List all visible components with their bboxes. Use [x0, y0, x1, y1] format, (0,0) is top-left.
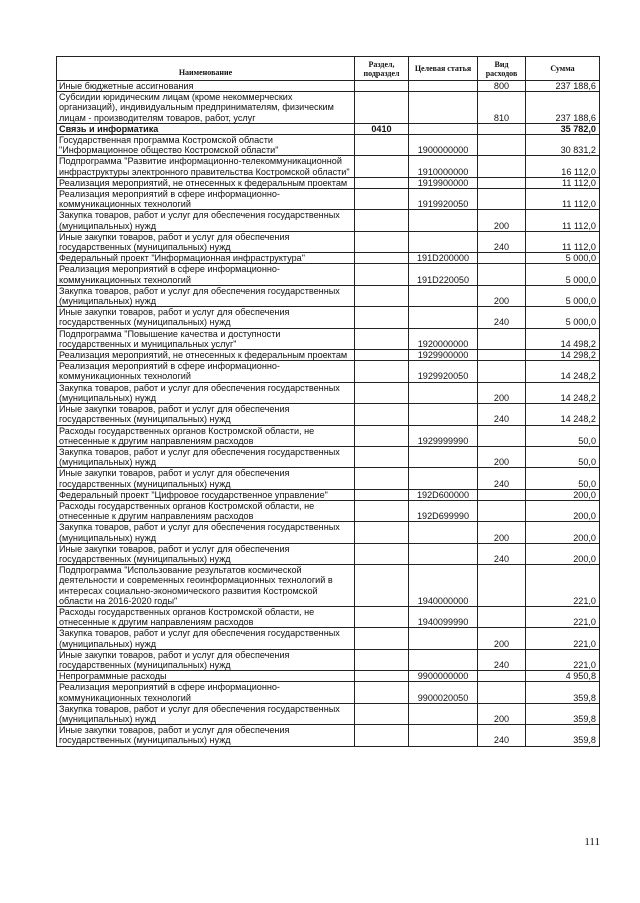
cell-sum: 221,0	[526, 606, 600, 627]
cell-target	[409, 404, 478, 425]
cell-target: 1910000000	[409, 156, 478, 177]
cell-kind	[478, 671, 526, 682]
table-row	[57, 671, 600, 682]
cell-kind: 240	[478, 231, 526, 252]
cell-sum: 11 112,0	[526, 210, 600, 231]
cell-sum: 200,0	[526, 489, 600, 500]
cell-target	[409, 468, 478, 489]
cell-target	[409, 649, 478, 670]
cell-section	[355, 350, 409, 361]
cell-name: Связь и информатика	[57, 123, 355, 134]
cell-kind: 240	[478, 404, 526, 425]
cell-sum: 11 112,0	[526, 177, 600, 188]
cell-name: Иные закупки товаров, работ и услуг для обеспечения государственных (муниципальных) нужд	[57, 468, 355, 489]
cell-kind	[478, 189, 526, 210]
cell-section: 0410	[355, 123, 409, 134]
cell-name: Закупка товаров, работ и услуг для обеспечения государственных (муниципальных) нужд	[57, 446, 355, 467]
table-row	[57, 446, 600, 467]
cell-sum: 200,0	[526, 500, 600, 521]
cell-target: 1940000000	[409, 565, 478, 607]
cell-target	[409, 628, 478, 649]
cell-sum: 221,0	[526, 649, 600, 670]
table-row	[57, 328, 600, 349]
cell-kind	[478, 565, 526, 607]
cell-target	[409, 81, 478, 92]
table-row	[57, 307, 600, 328]
cell-sum: 5 000,0	[526, 264, 600, 285]
cell-sum: 5 000,0	[526, 307, 600, 328]
cell-name: Реализация мероприятий, не отнесенных к федеральным проектам	[57, 350, 355, 361]
cell-kind: 200	[478, 522, 526, 543]
cell-target: 1919900000	[409, 177, 478, 188]
cell-section	[355, 565, 409, 607]
cell-kind	[478, 489, 526, 500]
header-kind: Вид расходов	[478, 57, 526, 81]
cell-target	[409, 725, 478, 746]
table-row	[57, 682, 600, 703]
cell-section	[355, 177, 409, 188]
table-row	[57, 522, 600, 543]
cell-name: Реализация мероприятий в сфере информационно-коммуникационных технологий	[57, 361, 355, 382]
cell-target: 192D699990	[409, 500, 478, 521]
cell-section	[355, 307, 409, 328]
cell-sum: 14 248,2	[526, 404, 600, 425]
cell-section	[355, 156, 409, 177]
cell-target: 1900000000	[409, 135, 478, 156]
cell-target: 1940099990	[409, 606, 478, 627]
cell-section	[355, 404, 409, 425]
cell-sum: 11 112,0	[526, 231, 600, 252]
cell-sum: 5 000,0	[526, 253, 600, 264]
cell-name: Закупка товаров, работ и услуг для обеспечения государственных (муниципальных) нужд	[57, 285, 355, 306]
cell-kind	[478, 361, 526, 382]
cell-section	[355, 189, 409, 210]
cell-target	[409, 231, 478, 252]
table-row	[57, 606, 600, 627]
cell-sum: 5 000,0	[526, 285, 600, 306]
cell-kind	[478, 264, 526, 285]
cell-name: Непрограммные расходы	[57, 671, 355, 682]
cell-name: Расходы государственных органов Костромской области, не отнесенные к другим направлениям расходов	[57, 500, 355, 521]
cell-target	[409, 543, 478, 564]
cell-kind	[478, 682, 526, 703]
cell-kind: 240	[478, 468, 526, 489]
cell-section	[355, 425, 409, 446]
cell-sum: 14 248,2	[526, 361, 600, 382]
cell-name: Закупка товаров, работ и услуг для обеспечения государственных (муниципальных) нужд	[57, 703, 355, 724]
cell-target	[409, 382, 478, 403]
cell-kind	[478, 123, 526, 134]
cell-section	[355, 628, 409, 649]
table-row	[57, 382, 600, 403]
cell-target: 1919920050	[409, 189, 478, 210]
cell-name: Закупка товаров, работ и услуг для обеспечения государственных (муниципальных) нужд	[57, 522, 355, 543]
cell-sum: 200,0	[526, 543, 600, 564]
cell-target	[409, 285, 478, 306]
table-row	[57, 135, 600, 156]
cell-name: Федеральный проект "Цифровое государственное управление"	[57, 489, 355, 500]
table-row	[57, 264, 600, 285]
cell-name: Подпрограмма "Использование результатов космической деятельности и современных геоинформационных технологий в интересах социально-экономического развития Костромской области на 2016-2020 годы"	[57, 565, 355, 607]
cell-kind: 240	[478, 725, 526, 746]
cell-section	[355, 725, 409, 746]
cell-name: Подпрограмма "Повышение качества и доступности государственных и муниципальных услуг"	[57, 328, 355, 349]
cell-section	[355, 543, 409, 564]
cell-name: Иные закупки товаров, работ и услуг для обеспечения государственных (муниципальных) нужд	[57, 231, 355, 252]
cell-target: 9900000000	[409, 671, 478, 682]
cell-target	[409, 522, 478, 543]
cell-name: Иные бюджетные ассигнования	[57, 81, 355, 92]
cell-kind: 200	[478, 382, 526, 403]
cell-sum: 50,0	[526, 446, 600, 467]
cell-kind	[478, 606, 526, 627]
budget-table	[56, 56, 600, 747]
cell-kind	[478, 177, 526, 188]
cell-section	[355, 446, 409, 467]
cell-sum: 14 298,2	[526, 350, 600, 361]
cell-kind: 240	[478, 307, 526, 328]
cell-sum: 359,8	[526, 725, 600, 746]
table-row	[57, 703, 600, 724]
header-section: Раздел, подраздел	[355, 57, 409, 81]
cell-section	[355, 489, 409, 500]
table-row	[57, 123, 600, 134]
cell-name: Федеральный проект "Информационная инфраструктура"	[57, 253, 355, 264]
table-row	[57, 81, 600, 92]
table-row	[57, 177, 600, 188]
cell-kind: 240	[478, 543, 526, 564]
cell-section	[355, 81, 409, 92]
cell-sum: 50,0	[526, 468, 600, 489]
cell-section	[355, 468, 409, 489]
cell-sum: 237 188,6	[526, 81, 600, 92]
table-header-row	[57, 57, 600, 81]
cell-target: 1929920050	[409, 361, 478, 382]
cell-kind: 200	[478, 703, 526, 724]
cell-target: 191D200000	[409, 253, 478, 264]
table-row	[57, 489, 600, 500]
cell-target: 191D220050	[409, 264, 478, 285]
header-sum: Сумма	[526, 57, 600, 81]
cell-sum: 14 248,2	[526, 382, 600, 403]
header-name: Наименование	[57, 57, 355, 81]
cell-name: Реализация мероприятий в сфере информационно-коммуникационных технологий	[57, 189, 355, 210]
cell-target: 192D600000	[409, 489, 478, 500]
cell-kind	[478, 328, 526, 349]
table-row	[57, 649, 600, 670]
cell-kind: 810	[478, 92, 526, 124]
cell-section	[355, 382, 409, 403]
table-row	[57, 231, 600, 252]
cell-kind: 200	[478, 628, 526, 649]
cell-sum: 221,0	[526, 565, 600, 607]
cell-section	[355, 522, 409, 543]
cell-section	[355, 328, 409, 349]
cell-sum: 359,8	[526, 703, 600, 724]
cell-sum: 50,0	[526, 425, 600, 446]
cell-target: 9900020050	[409, 682, 478, 703]
cell-kind	[478, 425, 526, 446]
cell-section	[355, 606, 409, 627]
cell-section	[355, 682, 409, 703]
cell-section	[355, 92, 409, 124]
table-row	[57, 361, 600, 382]
page-number: 111	[584, 836, 600, 848]
cell-target	[409, 123, 478, 134]
table-row	[57, 725, 600, 746]
cell-kind: 800	[478, 81, 526, 92]
cell-kind: 200	[478, 285, 526, 306]
cell-section	[355, 671, 409, 682]
cell-name: Реализация мероприятий в сфере информационно-коммуникационных технологий	[57, 264, 355, 285]
cell-section	[355, 703, 409, 724]
cell-target: 1929900000	[409, 350, 478, 361]
cell-name: Реализация мероприятий, не отнесенных к федеральным проектам	[57, 177, 355, 188]
table-row	[57, 628, 600, 649]
cell-target	[409, 703, 478, 724]
table-row	[57, 500, 600, 521]
table-row	[57, 565, 600, 607]
cell-kind	[478, 350, 526, 361]
cell-section	[355, 210, 409, 231]
cell-sum: 11 112,0	[526, 189, 600, 210]
cell-sum: 14 498,2	[526, 328, 600, 349]
table-row	[57, 404, 600, 425]
table-row	[57, 468, 600, 489]
cell-kind: 200	[478, 210, 526, 231]
table-row	[57, 350, 600, 361]
cell-target	[409, 210, 478, 231]
cell-kind	[478, 135, 526, 156]
cell-section	[355, 135, 409, 156]
cell-target	[409, 92, 478, 124]
cell-target	[409, 307, 478, 328]
cell-section	[355, 361, 409, 382]
table-row	[57, 92, 600, 124]
cell-kind: 200	[478, 446, 526, 467]
cell-name: Закупка товаров, работ и услуг для обеспечения государственных (муниципальных) нужд	[57, 382, 355, 403]
table-row	[57, 285, 600, 306]
cell-name: Иные закупки товаров, работ и услуг для обеспечения государственных (муниципальных) нужд	[57, 649, 355, 670]
table-body	[57, 81, 600, 747]
cell-name: Субсидии юридическим лицам (кроме некоммерческих организаций), индивидуальным предпринимателям, физическим лицам - производителям товаров, работ, услуг	[57, 92, 355, 124]
table-row	[57, 210, 600, 231]
table-row	[57, 156, 600, 177]
cell-kind: 240	[478, 649, 526, 670]
cell-sum: 221,0	[526, 628, 600, 649]
cell-name: Расходы государственных органов Костромской области, не отнесенные к другим направлениям расходов	[57, 425, 355, 446]
cell-sum: 200,0	[526, 522, 600, 543]
cell-kind	[478, 253, 526, 264]
cell-section	[355, 264, 409, 285]
table-row	[57, 253, 600, 264]
cell-target: 1929999990	[409, 425, 478, 446]
table-row	[57, 543, 600, 564]
cell-name: Подпрограмма "Развитие информационно-телекоммуникационной инфраструктуры электронного правительства Костромской области"	[57, 156, 355, 177]
cell-name: Закупка товаров, работ и услуг для обеспечения государственных (муниципальных) нужд	[57, 628, 355, 649]
cell-sum: 30 831,2	[526, 135, 600, 156]
cell-section	[355, 285, 409, 306]
cell-name: Иные закупки товаров, работ и услуг для обеспечения государственных (муниципальных) нужд	[57, 725, 355, 746]
cell-sum: 237 188,6	[526, 92, 600, 124]
cell-name: Реализация мероприятий в сфере информационно-коммуникационных технологий	[57, 682, 355, 703]
cell-sum: 359,8	[526, 682, 600, 703]
cell-name: Расходы государственных органов Костромской области, не отнесенные к другим направлениям расходов	[57, 606, 355, 627]
cell-section	[355, 231, 409, 252]
cell-section	[355, 500, 409, 521]
cell-target	[409, 446, 478, 467]
cell-name: Иные закупки товаров, работ и услуг для обеспечения государственных (муниципальных) нужд	[57, 404, 355, 425]
cell-name: Закупка товаров, работ и услуг для обеспечения государственных (муниципальных) нужд	[57, 210, 355, 231]
cell-section	[355, 649, 409, 670]
cell-sum: 16 112,0	[526, 156, 600, 177]
table-row	[57, 425, 600, 446]
cell-target: 1920000000	[409, 328, 478, 349]
cell-name: Иные закупки товаров, работ и услуг для обеспечения государственных (муниципальных) нужд	[57, 307, 355, 328]
cell-sum: 35 782,0	[526, 123, 600, 134]
cell-sum: 4 950,8	[526, 671, 600, 682]
cell-name: Государственная программа Костромской области "Информационное общество Костромской области"	[57, 135, 355, 156]
cell-kind	[478, 500, 526, 521]
header-target: Целевая статья	[409, 57, 478, 81]
cell-kind	[478, 156, 526, 177]
table-row	[57, 189, 600, 210]
cell-name: Иные закупки товаров, работ и услуг для обеспечения государственных (муниципальных) нужд	[57, 543, 355, 564]
cell-section	[355, 253, 409, 264]
